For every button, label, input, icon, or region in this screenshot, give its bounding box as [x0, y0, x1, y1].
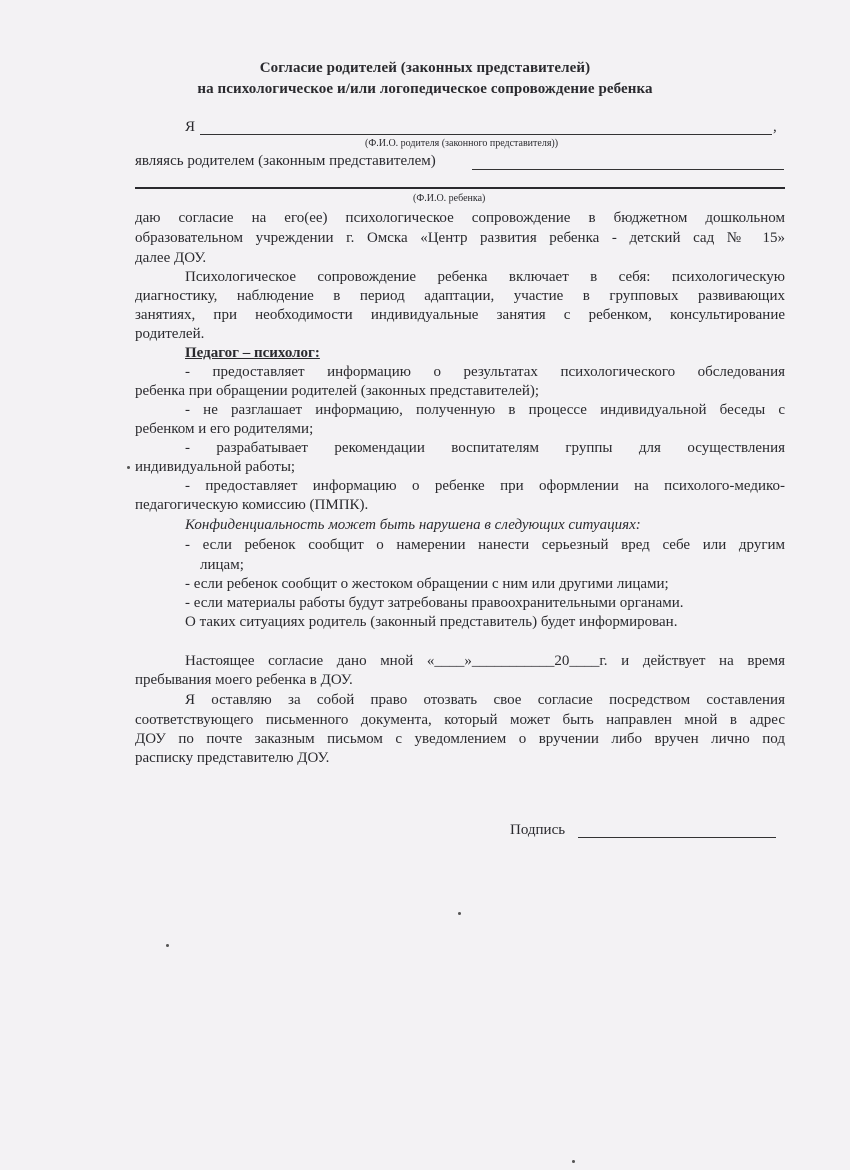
consent-line-3: далее ДОУ. [135, 250, 207, 266]
document-title-line-2: на психологическое и/или логопедическое сопровождение ребенка [197, 81, 653, 97]
being-parent-label: являясь родителем (законным представителем) [135, 153, 436, 169]
psych-item-1a: - предоставляет информацию о результатах психологического обследования [185, 364, 785, 380]
parent-name-line[interactable] [200, 134, 772, 135]
scan-speck [458, 912, 461, 915]
scan-speck [166, 944, 169, 947]
psych-item-3a: - разрабатывает рекомендации воспитателям группы для осуществления [185, 440, 785, 456]
document-title-line-1: Согласие родителей (законных представителей) [259, 60, 591, 76]
revoke-line-1: Я оставляю за собой право отозвать свое согласие посредством составления [185, 692, 785, 708]
signature-label: Подпись [510, 822, 566, 838]
consent-given-line-1: Настоящее согласие дано мной «____»___________20____г. и действует на время [185, 653, 785, 669]
consent-given-line-2: пребывания моего ребенка в ДОУ. [135, 672, 353, 688]
includes-line-4: родителей. [135, 326, 205, 342]
psych-item-1b: ребенка при обращении родителей (законных представителей); [135, 383, 540, 399]
includes-line-1: Психологическое сопровождение ребенка включает в себя: психологическую [185, 269, 785, 285]
psychologist-heading: Педагог – психолог: [185, 345, 320, 361]
psych-item-2a: - не разглашает информацию, полученную в процессе индивидуальной беседы с [185, 402, 785, 418]
psych-item-3b: индивидуальной работы; [135, 459, 296, 475]
child-name-line[interactable] [135, 187, 785, 189]
consent-line-2: образовательном учреждении г. Омска «Центр развития ребенка - детский сад № 15» [135, 230, 785, 246]
includes-line-2: диагностику, наблюдение в период адаптации, участие в групповых развивающих [135, 288, 785, 304]
includes-line-3: занятиях, при необходимости индивидуальные занятия с ребенком, консультирование [135, 307, 785, 323]
psych-item-4b: педагогическую комиссию (ПМПК). [135, 497, 369, 513]
ya-label: Я [185, 119, 196, 135]
revoke-line-4: расписку представителю ДОУ. [135, 750, 330, 766]
scan-speck [127, 466, 130, 469]
conf-item-1a: - если ребенок сообщит о намерении нанести серьезный вред себе или другим [185, 537, 785, 553]
inform-line: О таких ситуациях родитель (законный представитель) будет информирован. [185, 614, 678, 630]
conf-item-1b: лицам; [200, 557, 244, 573]
scan-speck [572, 1160, 575, 1163]
confidentiality-heading: Конфиденциальность может быть нарушена в следующих ситуациях: [185, 517, 641, 533]
psych-item-2b: ребенком и его родителями; [135, 421, 314, 437]
psych-item-4a: - предоставляет информацию о ребенке при оформлении на психолого-медико- [185, 478, 785, 494]
signature-line[interactable] [578, 837, 776, 838]
child-name-caption: (Ф.И.О. ребенка) [413, 193, 486, 204]
consent-line-1: даю согласие на его(ее) психологическое сопровождение в бюджетном дошкольном [135, 210, 785, 226]
revoke-line-2: соответствующего письменного документа, который может быть направлен мной в адрес [135, 712, 785, 728]
conf-item-2: - если ребенок сообщит о жестоком обращении с ним или другими лицами; [185, 576, 669, 592]
parent-status-line[interactable] [472, 169, 784, 170]
parent-name-caption: (Ф.И.О. родителя (законного представителя)) [365, 138, 559, 149]
revoke-line-3: ДОУ по почте заказным письмом с уведомлением о вручении либо вручен лично под [135, 731, 785, 747]
conf-item-3: - если материалы работы будут затребованы правоохранительными органами. [185, 595, 684, 611]
comma-mark: , [773, 119, 777, 135]
